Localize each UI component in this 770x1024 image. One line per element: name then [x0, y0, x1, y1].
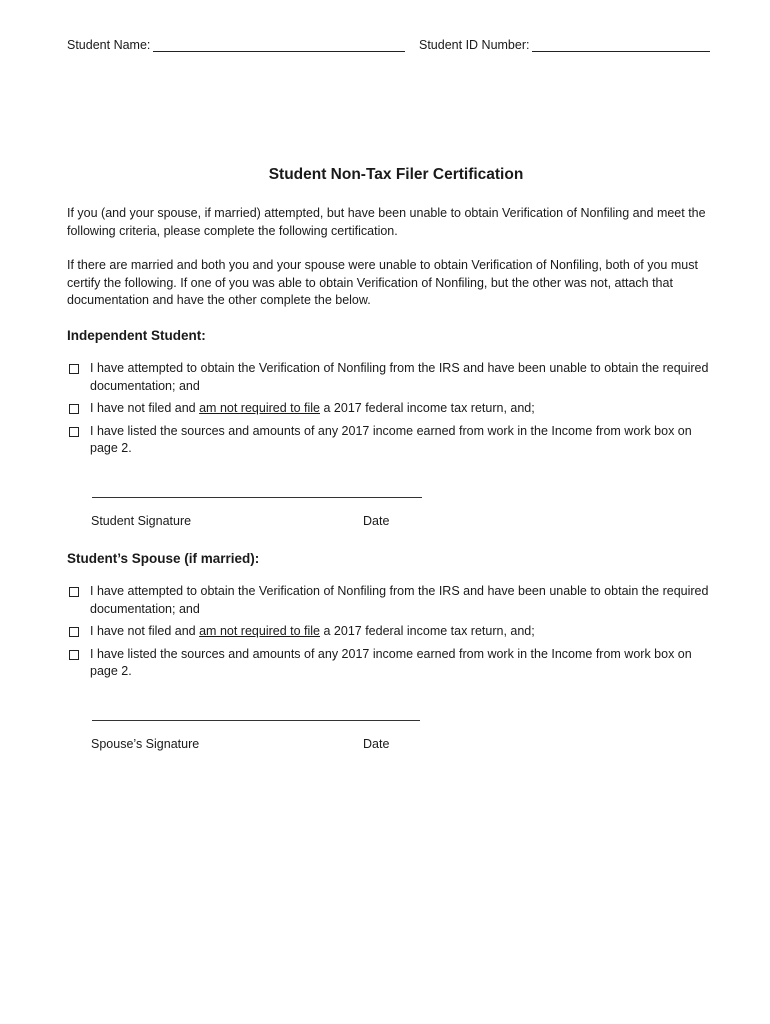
checkbox-icon[interactable] — [69, 587, 79, 597]
checkbox-icon[interactable] — [69, 427, 79, 437]
student-signature-line[interactable] — [92, 497, 422, 498]
student-name-blank[interactable] — [153, 38, 405, 52]
spouse-criterion-1 — [67, 583, 712, 618]
student-signature-label: Student Signature — [91, 514, 192, 528]
criterion-text: I have attempted to obtain the Verification of Nonfiling from the IRS and have been unable to obtain the required documentation; and — [90, 361, 709, 393]
independent-criterion-2 — [67, 400, 712, 418]
criterion-text: I have listed the sources and amounts of any 2017 income earned from work in the Income from work box on page 2. — [90, 423, 692, 455]
intro-paragraph-1: If you (and your spouse, if married) attempted, but have been unable to obtain Verification of Nonfiling and meet the following criteria, please complete the following certification. — [67, 206, 706, 238]
checkbox-icon[interactable] — [69, 364, 79, 374]
criterion-text: I have attempted to obtain the Verification of Nonfiling from the IRS and have been unable to obtain the required documentation; and — [90, 584, 709, 616]
checkbox-icon[interactable] — [69, 404, 79, 414]
spouse-date-label: Date — [363, 737, 390, 751]
spouse-heading: Student’s Spouse (if married): — [67, 551, 260, 566]
independent-criteria-list — [67, 360, 712, 463]
intro-paragraph-2: If there are married and both you and your spouse were unable to obtain Verification of Nonfiling, both of you must certify the following. If one of you was able to obtain Verification of Nonfiling, but the other was not, attach that documentation and have the other complete the below. — [67, 258, 698, 307]
criterion-text: I have listed the sources and amounts of any 2017 income earned from work in the Income from work box on page 2. — [90, 646, 692, 678]
independent-criterion-3 — [67, 423, 712, 458]
checkbox-icon[interactable] — [69, 650, 79, 660]
student-date-label: Date — [363, 514, 390, 528]
criterion-text-underlined: am not required to file — [199, 401, 321, 415]
spouse-criterion-3 — [67, 646, 712, 681]
student-name-label: Student Name: — [67, 38, 151, 52]
student-id-blank[interactable] — [532, 38, 710, 52]
criterion-text-prefix: I have not filed and — [90, 624, 200, 638]
spouse-criteria-list — [67, 583, 712, 686]
criterion-text-suffix: a 2017 federal income tax return, and; — [320, 401, 535, 415]
page-title: Student Non-Tax Filer Certification — [268, 166, 524, 183]
criterion-text-underlined: am not required to file — [199, 624, 321, 638]
criterion-text-prefix: I have not filed and — [90, 401, 200, 415]
criterion-text-suffix: a 2017 federal income tax return, and; — [320, 624, 535, 638]
student-id-label: Student ID Number: — [419, 38, 530, 52]
spouse-criterion-2 — [67, 623, 712, 641]
spouse-signature-line[interactable] — [92, 720, 420, 721]
independent-criterion-1 — [67, 360, 712, 395]
student-name-field[interactable] — [67, 38, 405, 52]
independent-student-heading: Independent Student: — [67, 328, 206, 343]
student-id-field[interactable] — [419, 38, 710, 52]
checkbox-icon[interactable] — [69, 627, 79, 637]
spouse-signature-label: Spouse’s Signature — [91, 737, 200, 751]
